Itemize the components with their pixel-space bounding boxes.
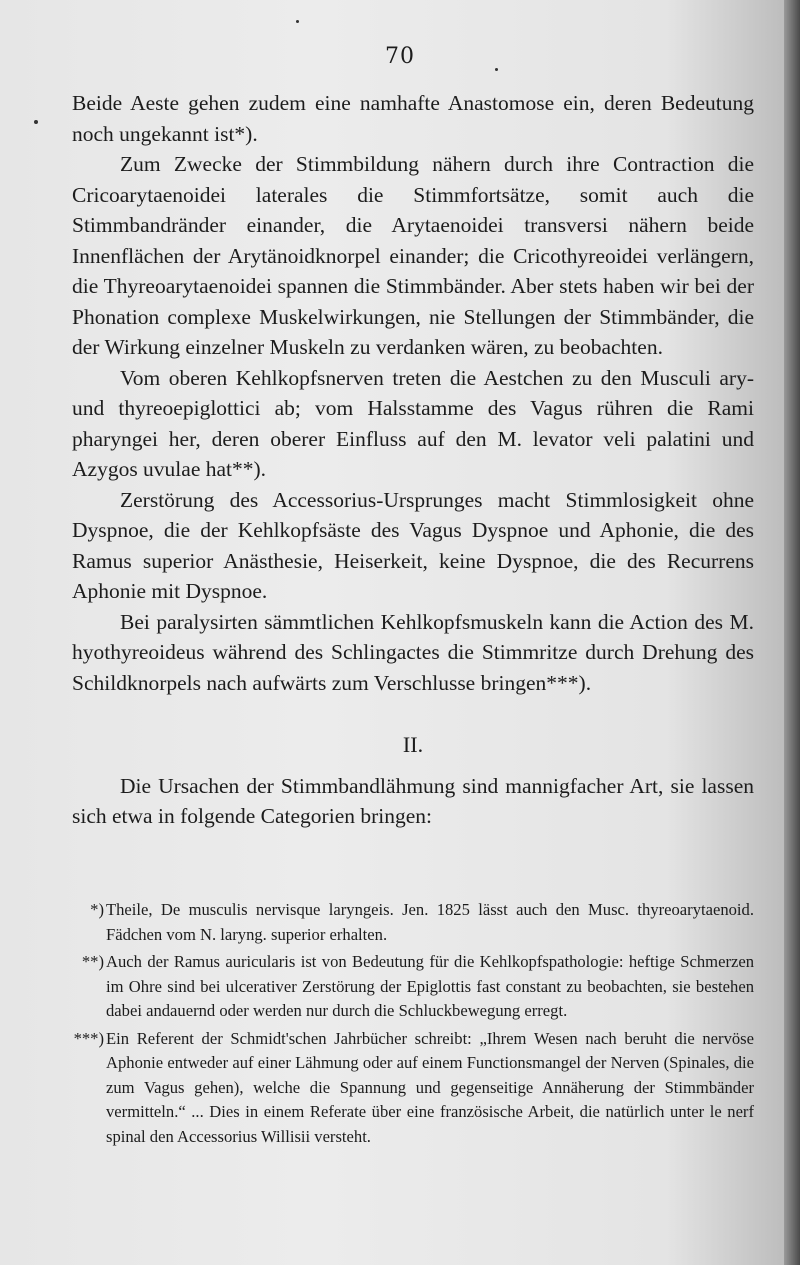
- footnote: [64, 1027, 754, 1150]
- paper-speck: [34, 120, 38, 124]
- paragraph: Beide Aeste gehen zudem eine namhafte Anastomose ein, deren Bedeutung noch ungekannt ist*).: [72, 91, 754, 146]
- footnote: [64, 898, 754, 947]
- paragraph: Zum Zwecke der Stimmbildung nähern durch ihre Contraction die Cricoarytaenoidei laterales die Stimmfortsätze, somit auch die Stimmbandränder einander, die Arytaenoidei transversi nähern beide Innenflächen der Arytänoidknorpel einander; die Cricothyreoidei verlängern, die Thyreoarytaenoidei spannen die Stimmbänder. Aber stets haben wir bei der Phonation complexe Muskelwirkungen, nie Stellungen der Stimmbänder, die der Wirkung einzelner Muskeln zu verdanken wären, zu beobachten.: [72, 152, 754, 359]
- paper-speck: [296, 20, 299, 23]
- section-paragraph: Die Ursachen der Stimmbandlähmung sind mannigfacher Art, sie lassen sich etwa in folgende Categorien bringen:: [72, 773, 754, 828]
- footnotes: [64, 898, 754, 1152]
- section-heading: II.: [402, 732, 424, 757]
- footnote-text: Theile, De musculis nervisque laryngeis. Jen. 1825 lässt auch den Musc. thyreoarytaenoid. Fädchen vom N. laryng. superior erhalten.: [106, 900, 754, 944]
- page-number: 70: [385, 44, 415, 69]
- page-edge-shadow: [784, 0, 800, 1265]
- paragraph: Vom oberen Kehlkopfsnerven treten die Aestchen zu den Musculi ary- und thyreoepiglottici ab; vom Halsstamme des Vagus rühren die Rami pharyngei her, deren oberer Einfluss auf den M. levator veli palatini und Azygos uvulae hat**).: [72, 365, 754, 481]
- footnote-mark: ***): [73, 1028, 104, 1048]
- paragraph: Bei paralysirten sämmtlichen Kehlkopfsmuskeln kann die Action des M. hyothyreoideus während des Schlingactes die Stimmritze durch Drehung des Schildknorpels nach aufwärts zum Verschlusse bringen***).: [72, 609, 754, 695]
- footnote-text: Auch der Ramus auricularis ist von Bedeutung für die Kehlkopfspathologie: heftige Schmerzen im Ohre sind bei ulcerativer Zerstörung der Epiglottis fast constant zu beobachten, sie bestehen dabei andauernd oder werden nur durch die Schluckbewegung erregt.: [106, 952, 754, 1020]
- footnote-mark: **): [81, 952, 104, 971]
- footnote-text: Ein Referent der Schmidt'schen Jahrbücher schreibt: „Ihrem Wesen nach beruht die nervöse Aphonie entweder auf einer Lähmung oder auf einem Functionsmangel der Nerven (Spinales, die zum Vagus gehen), welche die Spannung und gegenseitige Annäherung der Stimmbänder vermitteln.“ ... Dies in einem Referate über eine französische Arbeit, die natürlich unter le nerf spinal den Accessorius Willisii versteht.: [106, 1028, 754, 1146]
- paragraph: Zerstörung des Accessorius-Ursprunges macht Stimmlosigkeit ohne Dyspnoe, die der Kehlkopfsäste des Vagus Dyspnoe und Aphonie, die des Ramus superior Anästhesie, Heiserkeit, keine Dyspnoe, die des Recurrens Aphonie mit Dyspnoe.: [72, 487, 754, 603]
- footnote-mark: *): [90, 900, 104, 919]
- paper-speck: [495, 68, 498, 71]
- body-text: [72, 88, 754, 832]
- footnote: [64, 950, 754, 1024]
